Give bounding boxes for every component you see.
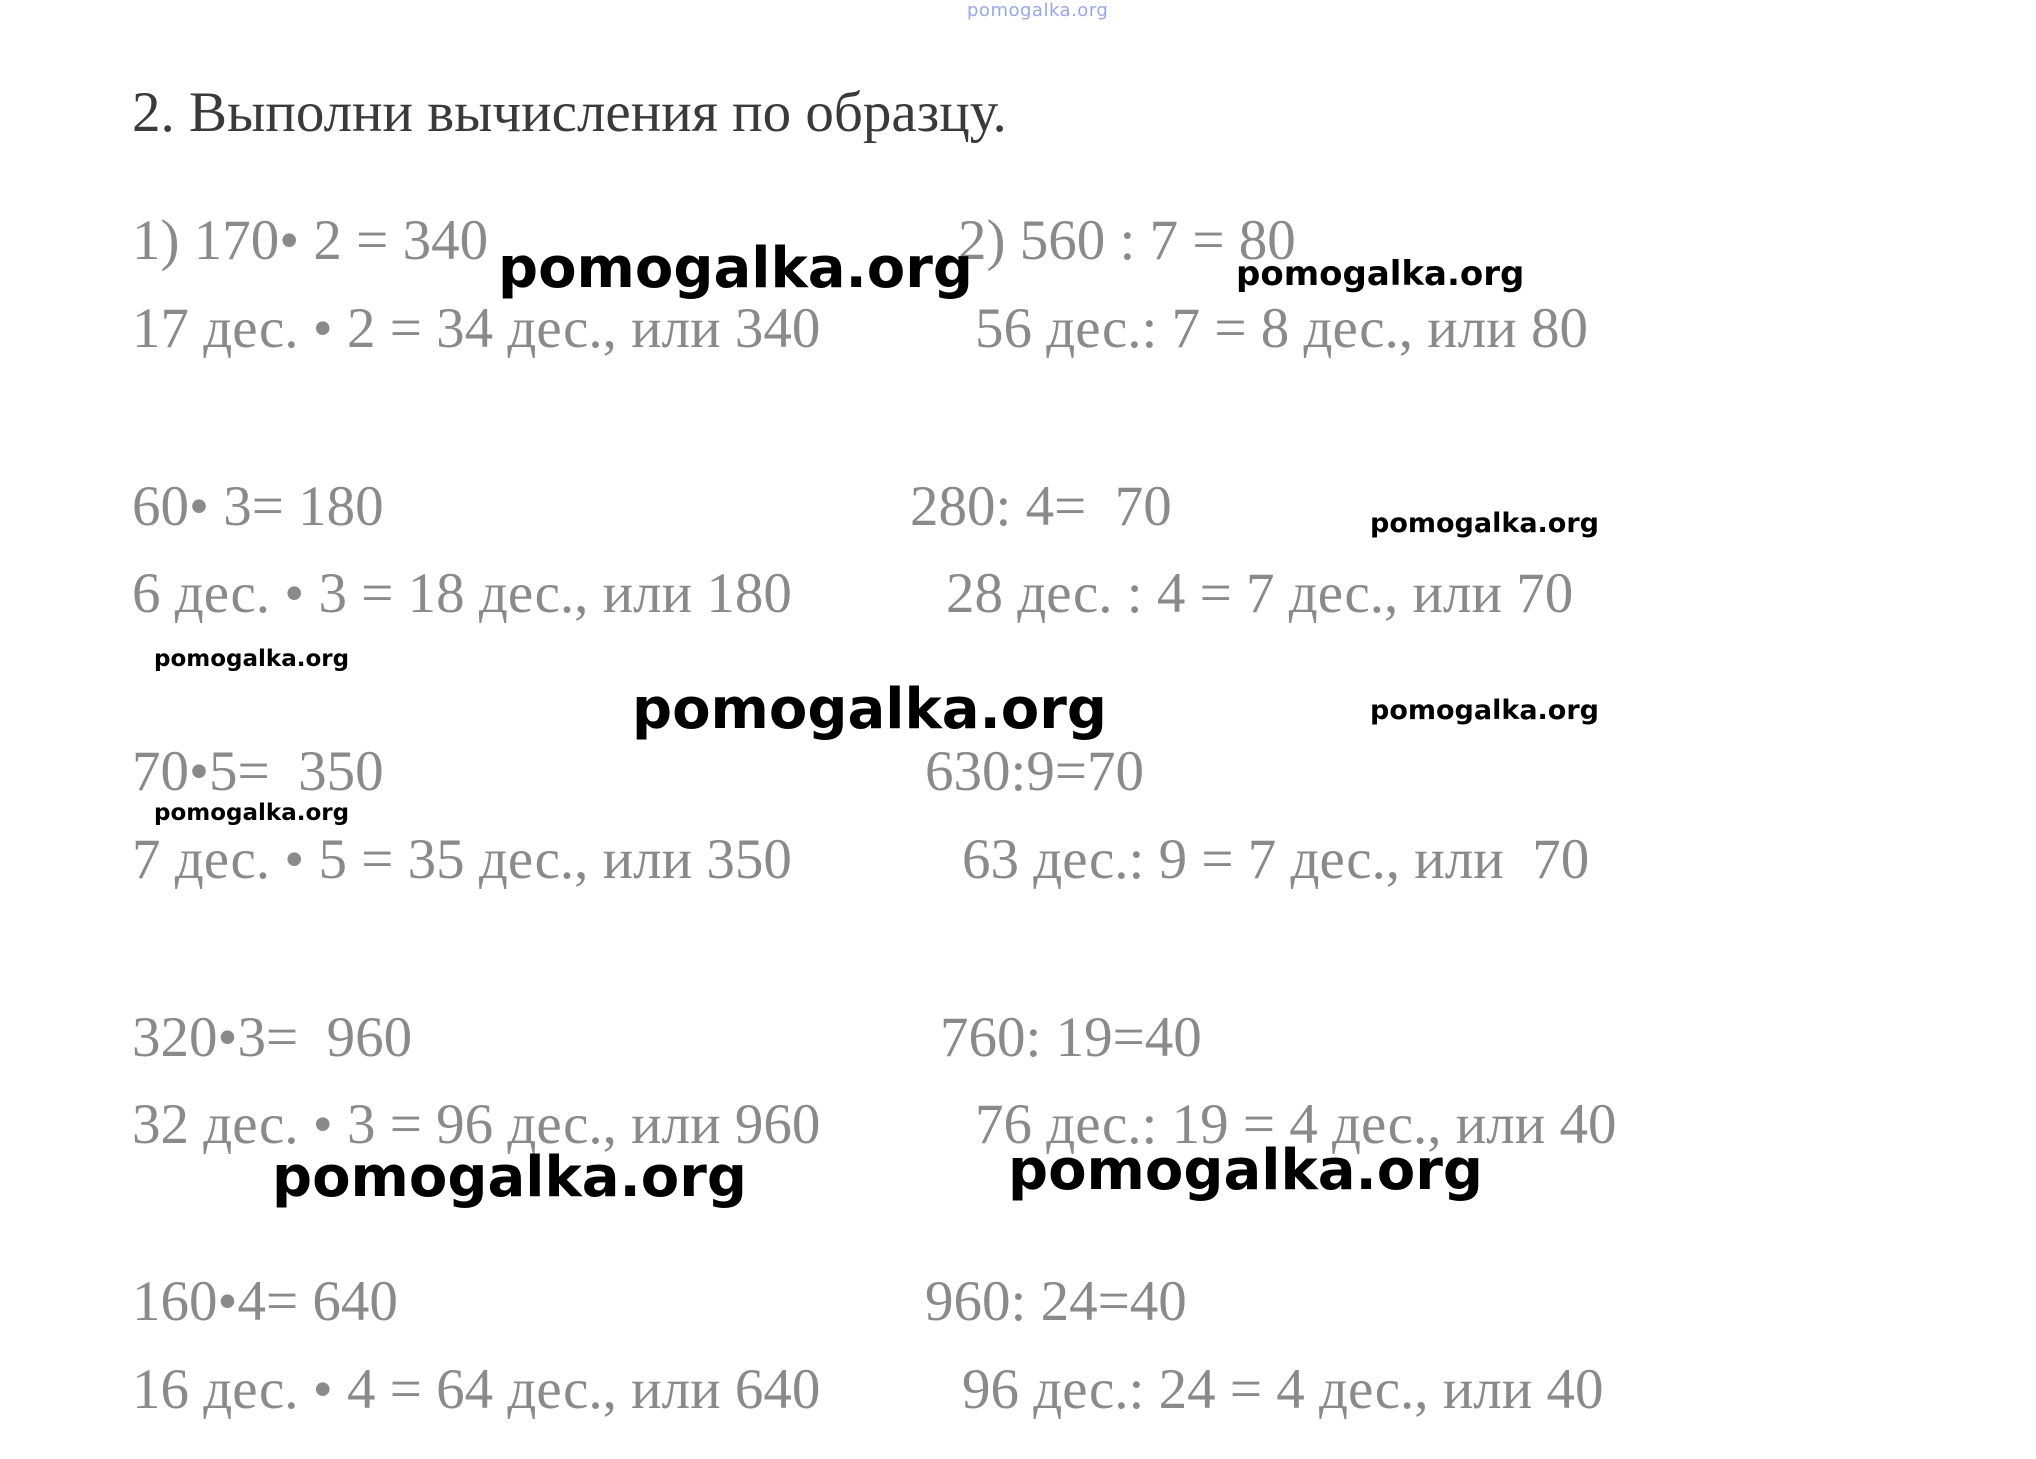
watermark-text: pomogalka.org [1236,254,1525,294]
watermark-text: pomogalka.org [1370,695,1599,726]
example-2-right-equation: 280: 4= 70 [910,475,1172,538]
watermark-text: pomogalka.org [272,1145,747,1210]
watermark-text: pomogalka.org [1008,1138,1483,1203]
task-title: 2. Выполни вычисления по образцу. [132,81,1007,144]
example-5-right-explanation: 96 дес.: 24 = 4 дес., или 40 [962,1358,1604,1421]
example-2-left-explanation: 6 дес. • 3 = 18 дес., или 180 [132,562,792,625]
example-3-left-explanation: 7 дес. • 5 = 35 дес., или 350 [132,828,792,891]
example-5-left-equation: 160•4= 640 [132,1270,398,1333]
example-2-right-explanation: 28 дес. : 4 = 7 дес., или 70 [946,562,1574,625]
watermark-text: pomogalka.org [498,236,973,301]
watermark-text: pomogalka.org [154,646,350,672]
watermark-text: pomogalka.org [1370,508,1599,539]
example-1-left-equation: 1) 170• 2 = 340 [132,209,489,272]
example-1-right-equation: 2) 560 : 7 = 80 [958,209,1296,272]
example-5-left-explanation: 16 дес. • 4 = 64 дес., или 640 [132,1358,821,1421]
watermark-text: pomogalka.org [632,677,1107,742]
watermark-text: pomogalka.org [154,800,350,826]
example-4-left-explanation: 32 дес. • 3 = 96 дес., или 960 [132,1093,821,1156]
example-3-right-equation: 630:9=70 [925,740,1144,803]
example-4-left-equation: 320•3= 960 [132,1006,413,1069]
example-1-left-explanation: 17 дес. • 2 = 34 дес., или 340 [132,297,821,360]
example-3-left-equation: 70•5= 350 [132,740,384,803]
example-2-left-equation: 60• 3= 180 [132,475,384,538]
example-4-right-equation: 760: 19=40 [940,1006,1202,1069]
header-watermark: pomogalka.org [967,0,1109,21]
example-3-right-explanation: 63 дес.: 9 = 7 дес., или 70 [962,828,1590,891]
example-4-right-explanation: 76 дес.: 19 = 4 дес., или 40 [975,1093,1617,1156]
example-1-right-explanation: 56 дес.: 7 = 8 дес., или 80 [975,297,1588,360]
example-5-right-equation: 960: 24=40 [925,1270,1187,1333]
